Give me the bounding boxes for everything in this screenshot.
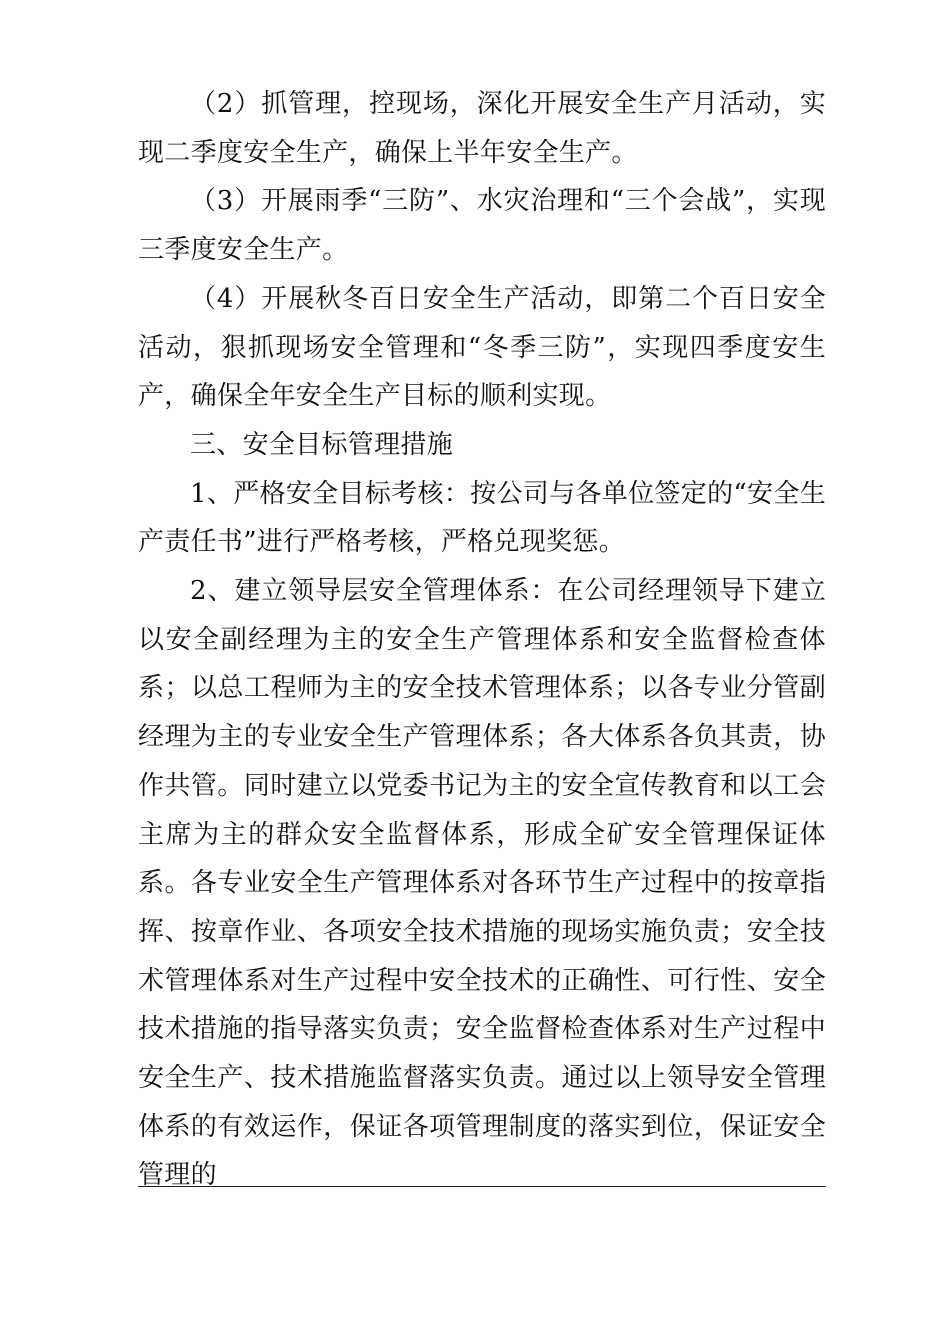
document-body [138,80,826,1200]
paragraph-measure-1: 1、严格安全目标考核：按公司与各单位签定的“安全生产责任书”进行严格考核，严格兑现奖惩。 [138,478,826,558]
section-heading-safety-measures: 三、安全目标管理措施 [190,429,454,460]
paragraph-q2-plan: （2）抓管理，控现场，深化开展安全生产月活动，实现二季度安全生产，确保上半年安全生产。 [138,89,826,168]
paragraph-q4-plan: （4）开展秋冬百日安全生产活动，即第二个百日安全活动，狠抓现场安全管理和“冬季三防”，实现四季度安生产，确保全年安全生产目标的顺利实现。 [138,283,826,412]
paragraph-measure-2: 2、建立领导层安全管理体系：在公司经理领导下建立以安全副经理为主的安全生产管理体系和安全监督检查体系；以总工程师为主的安全技术管理体系；以各专业分管副经理为主的专业安全生产管理体系；各大体系各负其责，协作共管。同时建立以党委书记为主的安全宣传教育和以工会主席为主的群众安全监督体系，形成全矿安全管理保证体系。各专业安全生产管理体系对各环节生产过程中的按章指挥、按章作业、各项安全技术措施的现场实施负责；安全技术管理体系对生产过程中安全技术的正确性、可行性、安全技术措施的指导落实负责；安全监督检查体系对生产过程中安全生产、技术措施监督落实负责。通过以上领导安全管理体系的有效运作，保证各项管理制度的落实到位，保证安全管理的 [138,576,826,1191]
paragraph-q3-plan: （3）开展雨季“三防”、水灾治理和“三个会战”，实现三季度安全生产。 [138,186,826,266]
footer-divider [138,1186,826,1187]
